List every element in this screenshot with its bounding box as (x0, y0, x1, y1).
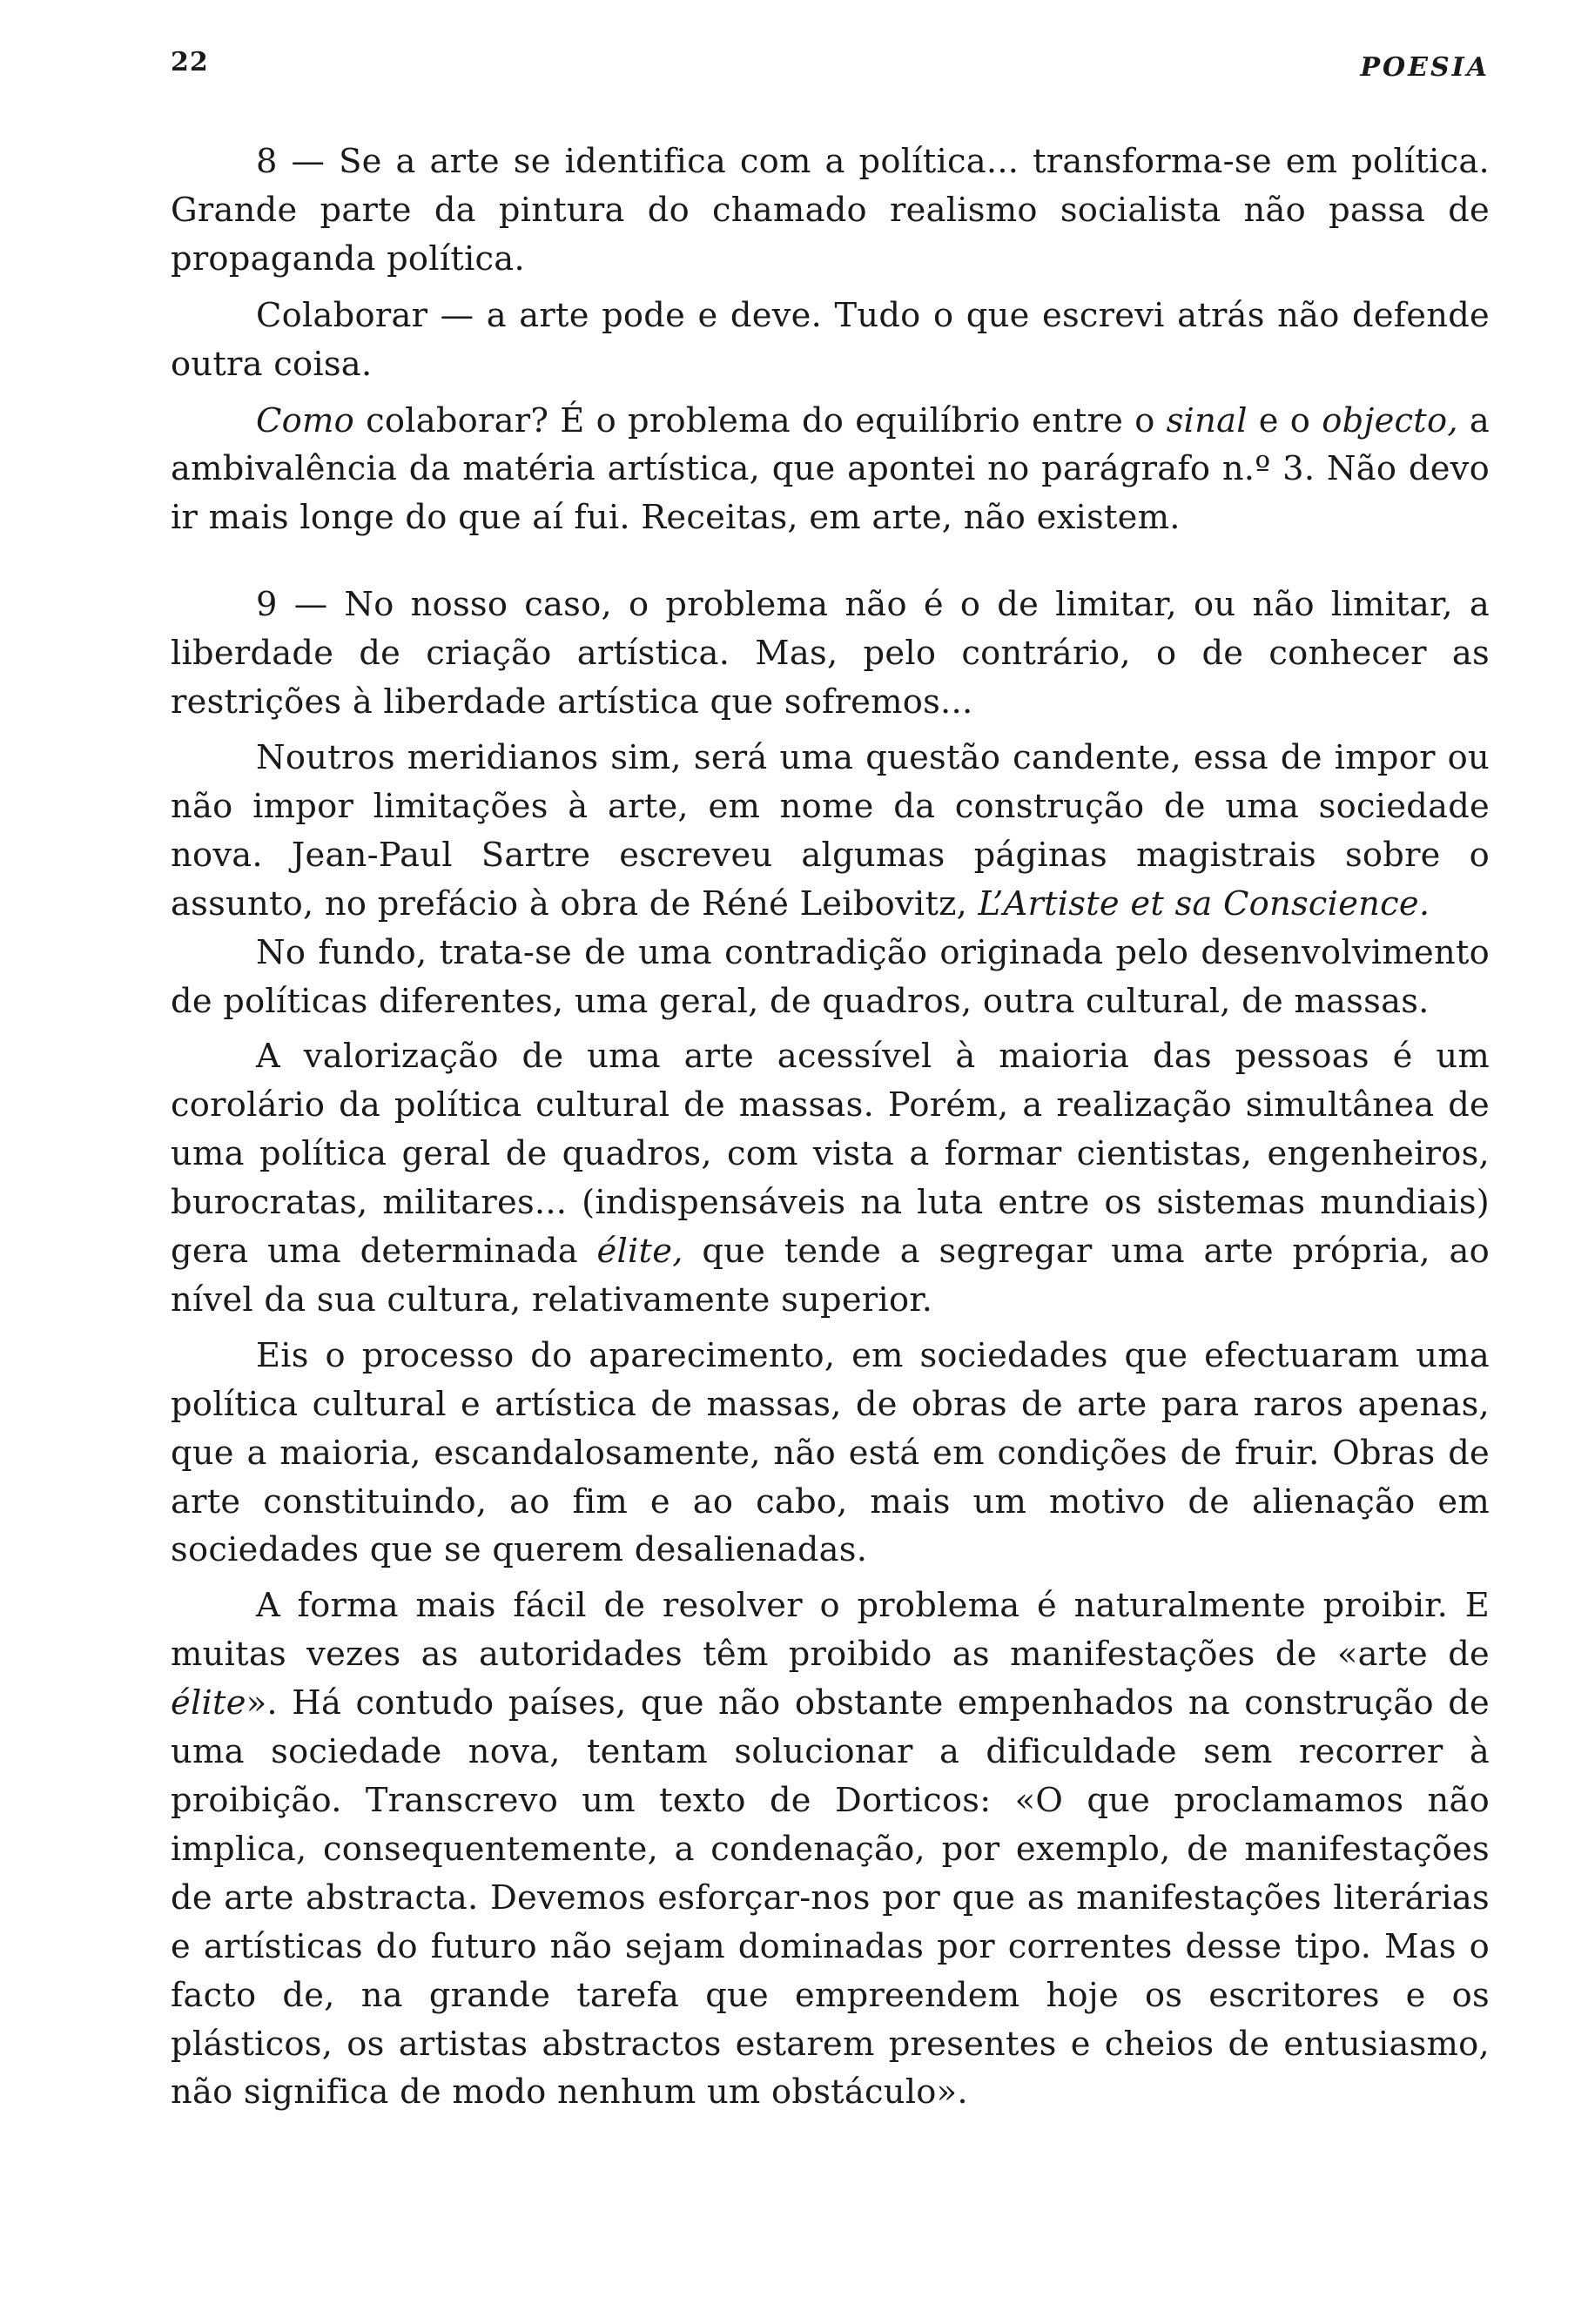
paragraph-text: ». Há contudo países, que não obstante empenhados na construção de uma sociedade nova, tentam solucionar a dificuldade sem recorrer à proibição. Transcrevo um texto de Dorticos: «O que proclamamos não implica, consequentemente, a condenação, por exemplo, de manifestações de arte abstracta. Devemos esforçar-nos por que as manifestações literárias e artísticas do futuro não sejam dominadas por correntes desse tipo. Mas o facto de, na grande tarefa que empreendem hoje os escritores e os plásticos, os artistas abstractos estarem presentes e cheios de entusiasmo, não significa de modo nenhum um obstáculo». (171, 1683, 1490, 2112)
paragraph-text: 9 — No nosso caso, o problema não é o de limitar, ou não limitar, a liberdade de criação artística. Mas, pelo contrário, o de conhecer as restrições à liberdade artística que sofremos... (171, 585, 1490, 722)
paragraph-text: Eis o processo do aparecimento, em sociedades que efectuaram uma política cultural e artística de massas, de obras de arte para raros apenas, que a maioria, escandalosamente, não está em condições de fruir. Obras de arte constituindo, ao fim e ao cabo, mais um motivo de alienação em sociedades que se querem desalienadas. (171, 1335, 1490, 1570)
italic-text: élite, (596, 1232, 683, 1272)
paragraph-text: A valorização de uma arte acessível à maioria das pessoas é um corolário da política cultural de massas. Porém, a realização simultânea de uma política geral de quadros, com vista a formar cientistas, engenheiros, burocratas, militares... (indispensáveis na luta entre os sistemas mundiais) gera uma determinada (171, 1037, 1490, 1272)
running-title: POESIA (1360, 52, 1490, 83)
body-text (171, 138, 1490, 2117)
paragraph-text: e o (1247, 400, 1322, 440)
paragraph (171, 138, 1490, 284)
paragraph-text: a ambivalência da matéria artística, que apontei no parágrafo n.º 3. Não devo ir mais longe do que aí fui. Receitas, em arte, não existem. (171, 400, 1490, 538)
paragraph-text: No fundo, trata-se de uma contradição originada pelo desenvolvimento de políticas diferentes, uma geral, de quadros, outra cultural, de massas. (171, 932, 1490, 1021)
italic-text: L’Artiste et sa Conscience. (978, 883, 1430, 924)
paragraph (171, 581, 1490, 727)
paragraph (171, 734, 1490, 929)
paragraph-text: 8 — Se a arte se identifica com a política... transforma-se em política. Grande parte da pintura do chamado realismo socialista não passa de propaganda política. (171, 142, 1490, 279)
paragraph-text: que tende a segregar uma arte própria, ao nível da sua cultura, relativamente superior. (171, 1232, 1490, 1320)
page-number: 22 (171, 47, 209, 77)
italic-text: élite (171, 1683, 246, 1723)
paragraph (171, 397, 1490, 543)
paragraph (171, 929, 1490, 1026)
paragraph (171, 292, 1490, 389)
paragraph (171, 1332, 1490, 1575)
italic-text: Como (256, 400, 355, 440)
page-header (171, 47, 1490, 82)
paragraph (171, 1582, 1490, 2117)
paragraph (171, 1032, 1490, 1324)
paragraph-text: Colaborar — a arte pode e deve. Tudo o que escrevi atrás não defende outra coisa. (171, 295, 1490, 384)
paragraph-text: colaborar? É o problema do equilíbrio entre o (354, 400, 1167, 440)
italic-text: sinal (1166, 400, 1248, 440)
italic-text: objecto, (1322, 400, 1458, 440)
paragraph-text: Noutros meridianos sim, será uma questão candente, essa de impor ou não impor limitações à arte, em nome da construção de uma sociedade nova. Jean-Paul Sartre escreveu algumas páginas magistrais sobre o assunto, no prefácio à obra de Réné Leibovitz, (171, 737, 1490, 924)
paragraph-text: A forma mais fácil de resolver o problema é naturalmente proibir. E muitas vezes as autoridades têm proibido as manifestações de «arte de (171, 1586, 1490, 1675)
